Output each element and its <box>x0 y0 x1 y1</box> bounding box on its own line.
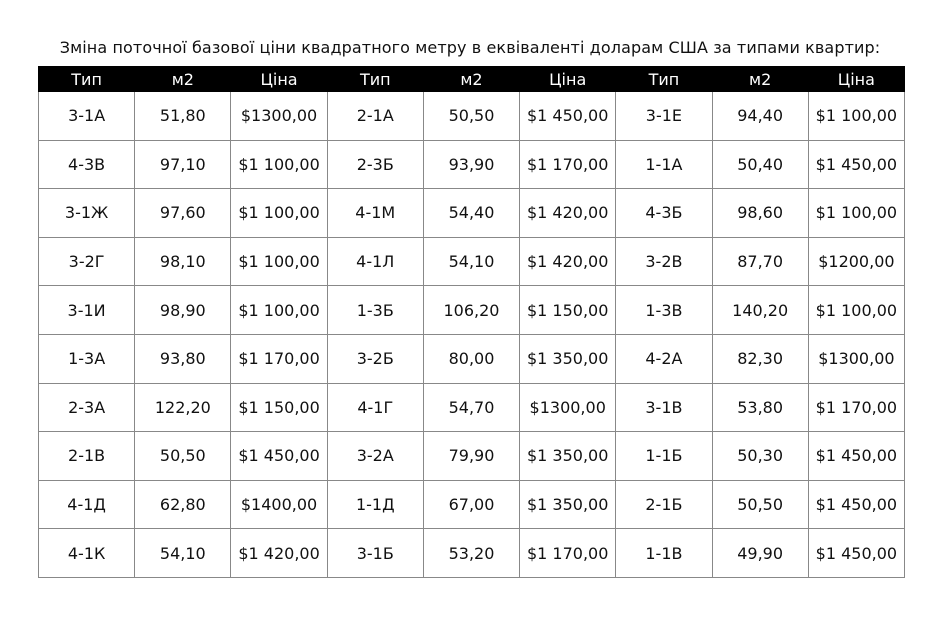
cell-price: $1 450,00 <box>808 432 904 481</box>
cell-price: $1 170,00 <box>520 529 616 578</box>
cell-type: 3-2А <box>327 432 423 481</box>
cell-price: $1300,00 <box>231 92 327 141</box>
cell-price: $1 170,00 <box>520 140 616 189</box>
price-table <box>38 66 905 578</box>
cell-area: 82,30 <box>712 334 808 383</box>
cell-price: $1 170,00 <box>808 383 904 432</box>
header-area: м2 <box>423 67 519 92</box>
cell-type: 4-2А <box>616 334 712 383</box>
header-area: м2 <box>135 67 231 92</box>
cell-type: 2-3Б <box>327 140 423 189</box>
cell-area: 67,00 <box>423 480 519 529</box>
cell-area: 54,40 <box>423 189 519 238</box>
cell-type: 4-1Л <box>327 237 423 286</box>
cell-type: 4-3В <box>39 140 135 189</box>
cell-area: 87,70 <box>712 237 808 286</box>
cell-area: 53,80 <box>712 383 808 432</box>
header-type: Тип <box>616 67 712 92</box>
cell-price: $1300,00 <box>808 334 904 383</box>
cell-type: 3-1И <box>39 286 135 335</box>
cell-price: $1300,00 <box>520 383 616 432</box>
cell-type: 3-2В <box>616 237 712 286</box>
table-row <box>39 432 905 481</box>
table-row <box>39 480 905 529</box>
cell-area: 50,50 <box>135 432 231 481</box>
cell-price: $1 170,00 <box>231 334 327 383</box>
table-row <box>39 334 905 383</box>
cell-area: 106,20 <box>423 286 519 335</box>
cell-area: 51,80 <box>135 92 231 141</box>
header-price: Ціна <box>231 67 327 92</box>
cell-type: 1-3В <box>616 286 712 335</box>
table-row <box>39 140 905 189</box>
cell-price: $1 100,00 <box>231 189 327 238</box>
cell-type: 3-1Ж <box>39 189 135 238</box>
cell-area: 50,40 <box>712 140 808 189</box>
cell-area: 50,30 <box>712 432 808 481</box>
cell-area: 49,90 <box>712 529 808 578</box>
cell-type: 3-2Б <box>327 334 423 383</box>
cell-area: 54,70 <box>423 383 519 432</box>
cell-type: 3-1А <box>39 92 135 141</box>
cell-type: 4-1Д <box>39 480 135 529</box>
cell-area: 53,20 <box>423 529 519 578</box>
cell-price: $1 100,00 <box>231 237 327 286</box>
cell-type: 2-1В <box>39 432 135 481</box>
cell-type: 2-1А <box>327 92 423 141</box>
cell-price: $1 100,00 <box>808 189 904 238</box>
header-type: Тип <box>39 67 135 92</box>
cell-type: 4-3Б <box>616 189 712 238</box>
table-row <box>39 92 905 141</box>
cell-area: 98,10 <box>135 237 231 286</box>
table-row <box>39 237 905 286</box>
cell-type: 1-3А <box>39 334 135 383</box>
cell-area: 140,20 <box>712 286 808 335</box>
cell-area: 98,90 <box>135 286 231 335</box>
table-row <box>39 383 905 432</box>
cell-price: $1200,00 <box>808 237 904 286</box>
cell-price: $1 150,00 <box>520 286 616 335</box>
cell-type: 3-1Б <box>327 529 423 578</box>
header-row <box>39 67 905 92</box>
cell-type: 1-1Б <box>616 432 712 481</box>
header-price: Ціна <box>520 67 616 92</box>
cell-type: 1-1В <box>616 529 712 578</box>
table-row <box>39 189 905 238</box>
header-price: Ціна <box>808 67 904 92</box>
cell-type: 4-1Г <box>327 383 423 432</box>
table-body <box>39 92 905 578</box>
cell-type: 1-1Д <box>327 480 423 529</box>
cell-price: $1 450,00 <box>520 92 616 141</box>
cell-type: 2-1Б <box>616 480 712 529</box>
cell-price: $1 450,00 <box>231 432 327 481</box>
cell-type: 3-1В <box>616 383 712 432</box>
cell-price: $1 350,00 <box>520 480 616 529</box>
cell-price: $1 420,00 <box>231 529 327 578</box>
cell-price: $1 450,00 <box>808 480 904 529</box>
cell-type: 1-3Б <box>327 286 423 335</box>
cell-price: $1 100,00 <box>231 140 327 189</box>
cell-price: $1 450,00 <box>808 140 904 189</box>
cell-area: 50,50 <box>423 92 519 141</box>
cell-price: $1 420,00 <box>520 237 616 286</box>
cell-type: 4-1К <box>39 529 135 578</box>
cell-type: 1-1А <box>616 140 712 189</box>
cell-area: 50,50 <box>712 480 808 529</box>
header-type: Тип <box>327 67 423 92</box>
cell-price: $1 150,00 <box>231 383 327 432</box>
cell-area: 93,80 <box>135 334 231 383</box>
table-header <box>39 67 905 92</box>
cell-area: 80,00 <box>423 334 519 383</box>
cell-area: 94,40 <box>712 92 808 141</box>
table-row <box>39 529 905 578</box>
cell-area: 122,20 <box>135 383 231 432</box>
cell-area: 79,90 <box>423 432 519 481</box>
cell-area: 97,60 <box>135 189 231 238</box>
header-area: м2 <box>712 67 808 92</box>
cell-type: 3-2Г <box>39 237 135 286</box>
cell-area: 97,10 <box>135 140 231 189</box>
cell-area: 54,10 <box>423 237 519 286</box>
cell-area: 98,60 <box>712 189 808 238</box>
cell-price: $1 100,00 <box>808 286 904 335</box>
cell-price: $1 350,00 <box>520 432 616 481</box>
cell-type: 2-3А <box>39 383 135 432</box>
page-title: Зміна поточної базової ціни квадратного метру в еквіваленті доларам США за типами квартир: <box>59 38 881 57</box>
cell-area: 62,80 <box>135 480 231 529</box>
cell-area: 93,90 <box>423 140 519 189</box>
cell-type: 3-1Е <box>616 92 712 141</box>
cell-price: $1 100,00 <box>231 286 327 335</box>
cell-area: 54,10 <box>135 529 231 578</box>
cell-price: $1 100,00 <box>808 92 904 141</box>
cell-price: $1 450,00 <box>808 529 904 578</box>
cell-price: $1 350,00 <box>520 334 616 383</box>
cell-price: $1 420,00 <box>520 189 616 238</box>
table-row <box>39 286 905 335</box>
cell-price: $1400,00 <box>231 480 327 529</box>
cell-type: 4-1М <box>327 189 423 238</box>
